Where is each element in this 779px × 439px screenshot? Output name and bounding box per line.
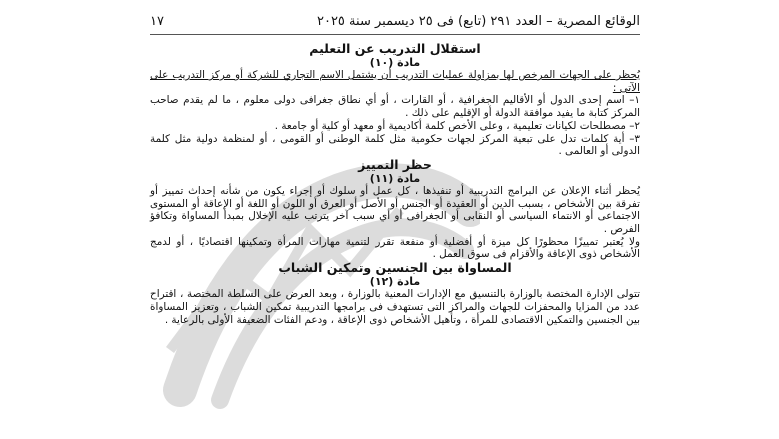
page-number: ١٧ — [150, 13, 164, 29]
section-training-independence — [150, 42, 640, 158]
paragraph: ولا يُعتبر تمييزًا محظورًا كل ميزة أو أفضلية أو منفعة تقرر لتنمية مهارات المرأة وتمكينها اقتصاديًا ، أو لدمج الأشخاص ذوى الإعاقة والأقزام فى سوق العمل . — [150, 235, 640, 261]
section-gender-equality — [150, 261, 640, 326]
paragraph: يُحظر على الجهات المرخص لها بمزاولة عمليات التدريب أن يشتمل الاسم التجاري للشركة أو مركز التدريب على الآتى : — [150, 69, 640, 94]
header-title: الوقائع المصرية – العدد ٢٩١ (تابع) فى ٢٥ ديسمبر سنة ٢٠٢٥ — [316, 13, 640, 29]
article-heading: مادة (١١) — [369, 171, 421, 185]
paragraph: ٢– مصطلحات لكيانات تعليمية ، وعلى الأخص كلمة أكاديمية أو معهد أو كلية أو جامعة . — [274, 119, 640, 132]
paragraph: ١– اسم إحدى الدول أو الأقاليم الجغرافية ، أو القارات ، أو أي نطاق جغرافى دولى معلوم ، ما لم يقدم صاحب المركز كتابة ما يفيد موافقة الدولة أو الإقليم على ذلك . — [150, 94, 640, 120]
paragraph: ٣– أية كلمات تدل على تبعية المركز لجهات حكومية مثل كلمة الوطنى أو القومى ، أو لمنظمة دولية مثل كلمة الدولى أو العالمى . — [150, 132, 640, 158]
section-title: استقلال التدريب عن التعليم — [309, 41, 481, 56]
paragraph: يُحظر أثناء الإعلان عن البرامج التدريبية أو تنفيذها ، كل عمل أو سلوك أو إجراء يكون من شأنه إحداث تمييز أو تفرقة بين الأشخاص ، بسبب الدين أو العقيدة أو الجنس أو الأصل أو العرق أو اللون أو اللغة أو الإعاقة أو المستوى الاجتماعى أو الانتماء السياسى أو النقابى أو الجغرافى أو أي سبب آخر يترتب عليه الإخلال بمبدأ المساواة وتكافؤ الفرص . — [150, 184, 640, 236]
section-discrimination-ban — [150, 158, 640, 261]
page-header — [150, 10, 640, 32]
document-body — [150, 42, 640, 326]
header-divider — [150, 34, 640, 35]
section-title: حظر التمييز — [358, 156, 432, 172]
article-heading: مادة (١٠) — [369, 56, 421, 69]
article-heading: مادة (١٢) — [369, 275, 421, 289]
paragraph: تتولى الإدارة المختصة بالوزارة بالتنسيق مع الإدارات المعنية بالوزارة ، وبعد العرض على السلطة المختصة ، اقتراح عدد من المزايا والمحفزات للجهات والمراكز التى تستهدف فى برامجها التدريبية تمكين الشباب ، وتعزيز المساواة بين الجنسين والتمكين الاقتصادى للمرأة ، وتأهيل الأشخاص ذوى الإعاقة ، ودعم الفئات الضعيفة الأولى بالرعاية . — [150, 288, 640, 326]
section-title: المساواة بين الجنسين وتمكين الشباب — [278, 260, 512, 276]
